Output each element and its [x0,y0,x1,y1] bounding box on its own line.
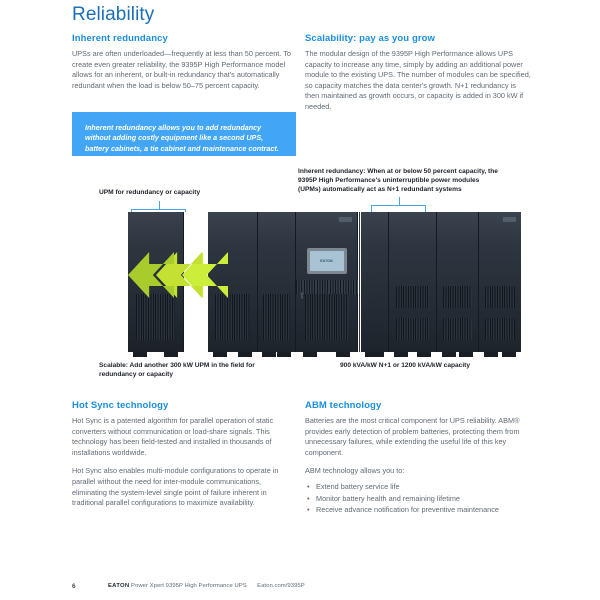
page-number: 6 [72,583,76,590]
figure-caption-capacity: 900 kVA/kW N+1 or 1200 kVA/kW capacity [340,362,471,369]
vent-grille-icon [396,286,430,308]
vent-grille-icon [485,286,515,308]
vent-grille-icon [443,318,473,340]
list-item: • Receive advance notification for preventive maintenance [316,504,533,516]
page-title: Reliability [72,4,155,25]
figure-label-upm: UPM for redundancy or capacity [99,189,201,196]
arrow-left-icon [182,252,228,298]
body-hot-sync-2: Hot Sync also enables multi-module configurations to operate in parallel without the need for inter-module communications, eliminating the system-level single point of failure inherent in traditional parallel configurations to maximize availability. [72,466,279,508]
vent-grille-icon [136,294,176,340]
vent-grille-icon [263,294,290,340]
body-inherent-redundancy: UPSs are often underloaded—frequently at less than 50 percent. To create even greater reliability, the 9395P High Performance model allows for an inherent, or built-in redundancy that's automatically redundant when the load is below 50–75 percent capacity. [72,49,291,90]
control-vent-icon [296,280,358,295]
ups-cabinet-6 [479,212,521,352]
vent-grille-icon [215,294,250,340]
footer-note [108,583,305,589]
footer-brand: EATON [108,583,130,589]
eaton-logo-badge-icon [339,217,352,222]
section-inherent-redundancy [72,33,296,91]
body-scalability: The modular design of the 9395P High Performance allows UPS capacity to increase any time, simply by adding an additional power module to the existing UPS. The number of modules can be specified, so capacity matches the data center's growth. N+1 redundancy is then maintained as growth occurs, or capacity is added in 300 kW if needed. [305,49,531,111]
vent-grille-icon [396,318,430,340]
abm-benefits-list [305,481,533,516]
callout-text: Inherent redundancy allows you to add redundancy without adding costly equipment like a second UPS, battery cabinets, a tie cabinet and maintenance contract. [85,123,279,153]
heading-scalability: Scalability: pay as you grow [305,33,436,44]
ups-cabinet-4 [389,212,437,352]
door-handle-icon [301,292,303,299]
ups-cabinet-5 [437,212,479,352]
list-item: • Extend battery service life [316,481,533,493]
hmi-display-panel[interactable] [307,248,347,274]
list-item: • Monitor battery health and remaining lifetime [316,493,533,505]
green-arrow-group-icon [128,252,228,298]
hmi-brand-label: EATON [320,259,333,263]
section-hot-sync [72,400,296,509]
section-abm [305,400,533,516]
vent-grille-icon [443,286,473,308]
figure-caption-scalable: Scalable: Add another 300 kW UPM in the field for redundancy or capacity [99,362,255,379]
heading-abm: ABM technology [305,400,382,411]
vent-grille-icon [485,318,515,340]
heading-hot-sync: Hot Sync technology [72,400,169,411]
vent-grille-icon [305,294,349,340]
body-hot-sync-1: Hot Sync is a patented algorithm for parallel operation of static converters without communication or load-share signals. This technology has been field-tested and installed in thousands of installations worldwide. [72,416,274,457]
footer-product: Power Xpert 9395P High Performance UPS [131,583,247,589]
callout-box [72,112,296,156]
body-abm-2: ABM technology allows you to: [305,466,405,476]
ups-cabinet-3 [361,212,389,352]
footer-url[interactable]: Eaton.com/9395P [257,583,305,589]
section-scalability [305,33,531,113]
figure-label-inherent-redundancy: Inherent redundancy: When at or below 50 percent capacity, the 9395P High Performance's uninterruptible power modules (UPMs) automatically act as N+1 redundant systems [298,168,498,193]
heading-inherent-redundancy: Inherent redundancy [72,33,168,44]
eaton-logo-badge-icon [503,217,516,222]
body-abm-1: Batteries are the most critical component for UPS reliability. ABM® provides early detection of problem batteries, protecting them from unnecessary failures, while extending the useful life of this key component. [305,416,520,457]
ups-cabinet-2 [258,212,296,352]
ups-cabinet-control [296,212,358,352]
